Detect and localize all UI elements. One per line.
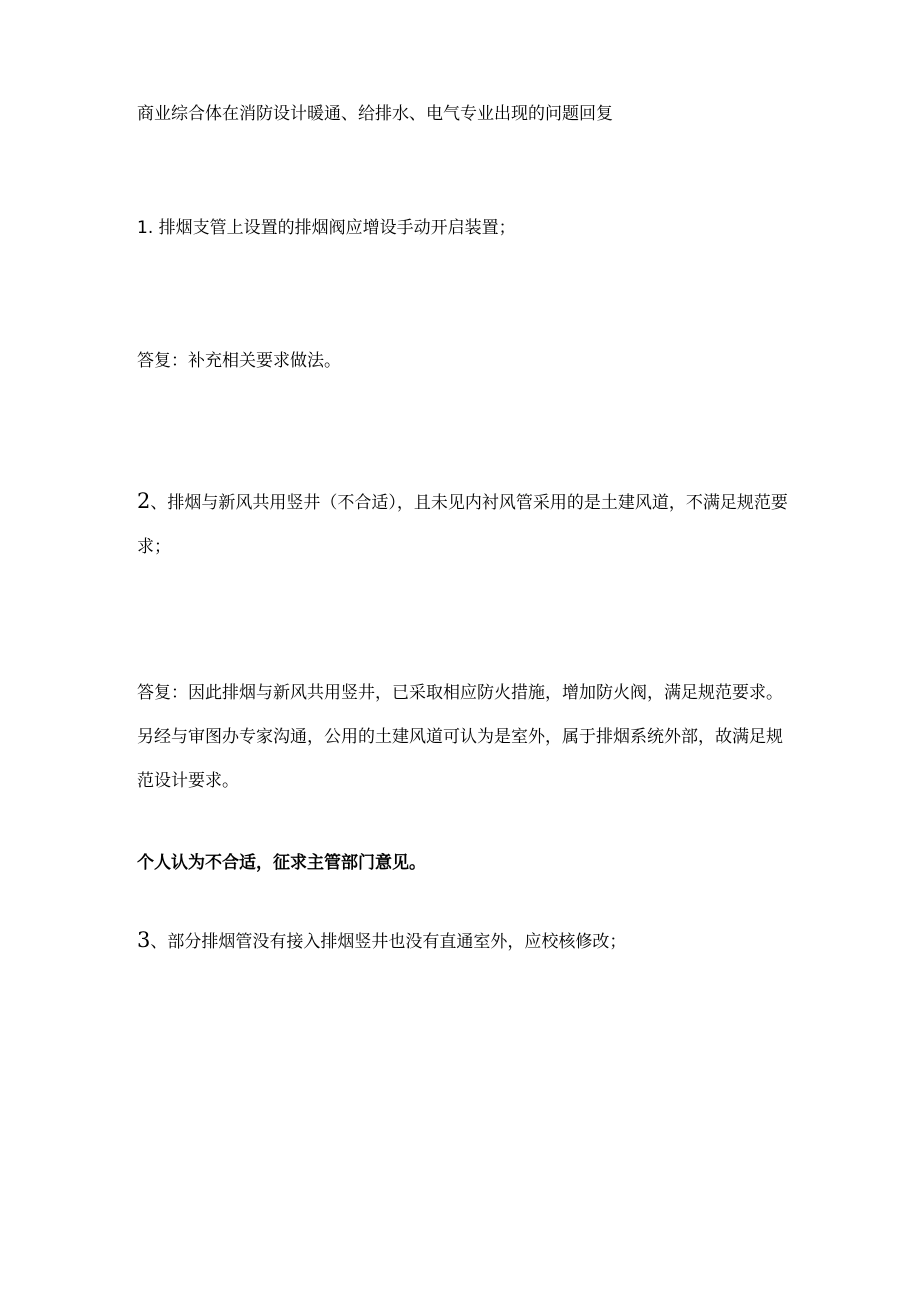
answer-2: 答复：因此排烟与新风共用竖井，已采取相应防火措施，增加防火阀，满足规范要求。另经与审图办专家沟通，公用的土建风道可认为是室外，属于排烟系统外部，故满足规范设计要求。 <box>137 683 783 791</box>
question-3 <box>137 927 797 955</box>
document-title: 商业综合体在消防设计暖通、给排水、电气专业出现的问题回复 <box>137 104 613 124</box>
question-2-text: 、排烟与新风共用竖井（不合适），且未见内衬风管采用的是土建风道，不满足规范要求； <box>137 493 788 557</box>
answer-1: 答复：补充相关要求做法。 <box>137 351 341 371</box>
question-2-number: 2 <box>137 489 151 513</box>
question-3-number: 3 <box>137 928 151 952</box>
question-3-text: 、部分排烟管没有接入排烟竖井也没有直通室外，应校核修改； <box>150 932 627 952</box>
question-1: 1. 排烟支管上设置的排烟阀应增设手动开启装置； <box>137 218 516 238</box>
question-2 <box>137 479 797 569</box>
comment-2: 个人认为不合适，征求主管部门意见。 <box>137 853 426 873</box>
